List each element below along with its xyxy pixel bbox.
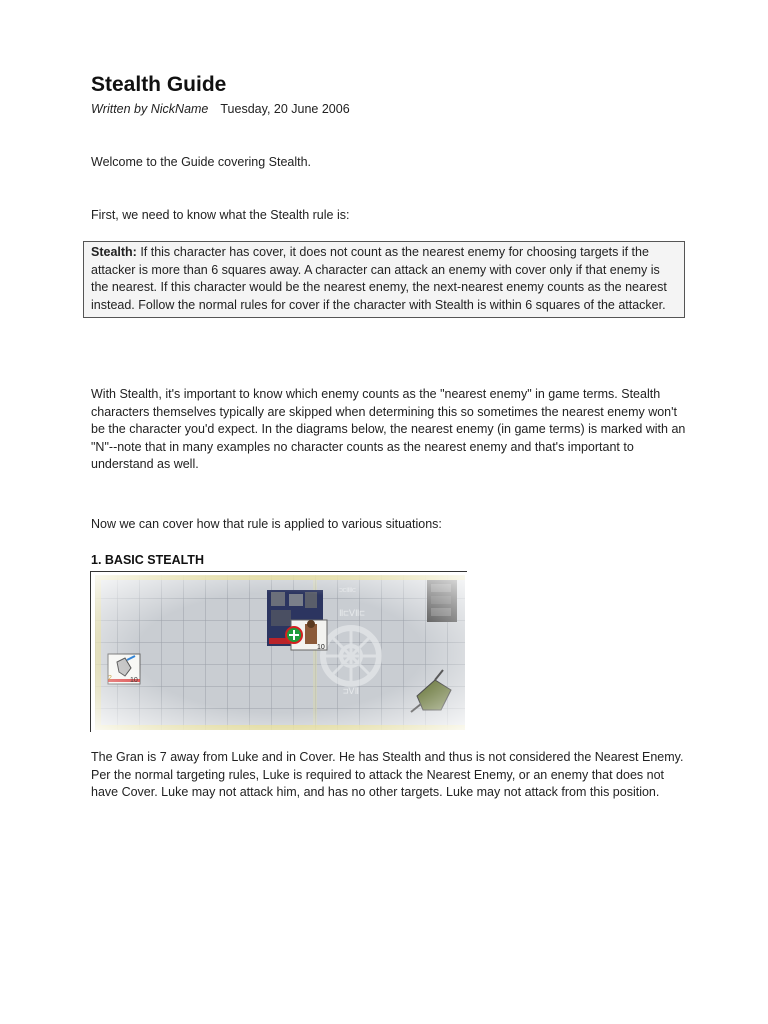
section-heading-basic-stealth: 1. BASIC STEALTH xyxy=(91,553,204,567)
basic-stealth-map xyxy=(90,571,467,732)
example-caption: The Gran is 7 away from Luke and in Cover. He has Stealth and thus is not considered the Nearest Enemy. Per the normal targeting rules, Luke is required to attack the Nearest Enemy, or an enemy that does not have Cover. Luke may not attack him, and has no other targets. Luke may not attack from this position. xyxy=(91,750,684,799)
transition-paragraph: Now we can cover how that rule is applied to various situations: xyxy=(91,517,442,531)
explanation-paragraph: With Stealth, it's important to know which enemy counts as the "nearest enemy" in game terms. Stealth characters themselves typically are skipped when determining this so sometimes the nearest enemy won't be the character you'd expect. In the diagrams below, the nearest enemy (in game terms) is marked with an "N"--note that in many examples no character counts as the nearest enemy and that's important to understand as well. xyxy=(91,387,686,471)
author-line: Written by NickName xyxy=(91,102,209,116)
publish-date: Tuesday, 20 June 2006 xyxy=(220,102,350,116)
rule-term: Stealth: xyxy=(91,245,137,259)
map-vignette xyxy=(95,575,465,730)
stealth-rule-box xyxy=(83,241,685,318)
game-map-diagram xyxy=(91,572,467,732)
rule-text: If this character has cover, it does not count as the nearest enemy for choosing targets if the attacker is more than 6 squares away. A character can attack an enemy with cover only if that enemy is the nearest. If this character would be the nearest enemy, the next-nearest enemy counts as the nearest instead. Follow the normal rules for cover if the character with Stealth is within 6 squares of the attacker. xyxy=(91,245,667,312)
byline xyxy=(91,102,350,116)
rule-lead-paragraph: First, we need to know what the Stealth rule is: xyxy=(91,208,350,222)
page-title: Stealth Guide xyxy=(91,73,227,96)
welcome-paragraph: Welcome to the Guide covering Stealth. xyxy=(91,155,312,169)
